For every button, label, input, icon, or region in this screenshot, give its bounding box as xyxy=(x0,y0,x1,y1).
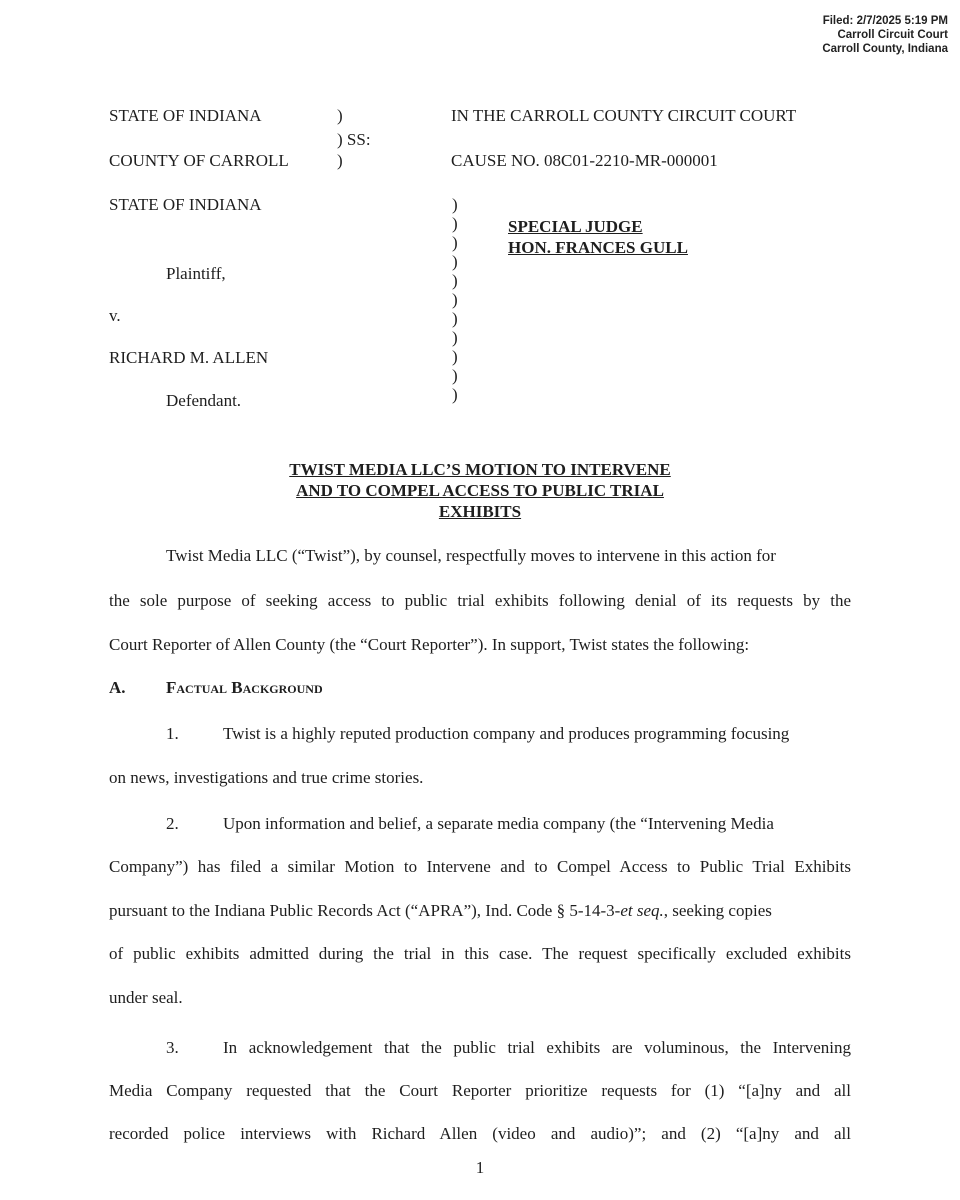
defendant-name: RICHARD M. ALLEN xyxy=(109,348,269,367)
intro-line: Court Reporter of Allen County (the “Court Reporter”). In support, Twist states the following: xyxy=(109,635,750,654)
intro-line: the sole purpose of seeking access to public trial exhibits following denial of its requests by the xyxy=(109,591,851,610)
section-heading: Factual Background xyxy=(166,678,323,697)
page-number: 1 xyxy=(475,1158,485,1177)
venue-county: COUNTY OF CARROLL xyxy=(109,151,289,170)
special-judge-name: HON. FRANCES GULL xyxy=(508,238,688,257)
venue-state: STATE OF INDIANA xyxy=(109,106,262,125)
filing-stamp-date: Filed: 2/7/2025 5:19 PM xyxy=(822,15,948,27)
paragraph-line: on news, investigations and true crime stories. xyxy=(109,768,424,787)
filing-stamp-county: Carroll County, Indiana xyxy=(822,43,948,55)
motion-title-line-3: EXHIBITS xyxy=(438,502,522,521)
venue-paren: ) xyxy=(337,106,343,125)
caption-parentheses: ) ) ) ) ) ) ) ) ) ) ) xyxy=(452,195,458,404)
section-letter: A. xyxy=(109,678,126,697)
versus: v. xyxy=(109,306,121,325)
paragraph-number: 1. xyxy=(166,724,179,743)
paragraph-line: Media Company requested that the Court Reporter prioritize requests for (1) “[a]ny and all xyxy=(109,1081,851,1100)
cause-number: CAUSE NO. 08C01-2210-MR-000001 xyxy=(451,151,718,170)
paragraph-number: 2. xyxy=(166,814,179,833)
intro-line: Twist Media LLC (“Twist”), by counsel, respectfully moves to intervene in this action for xyxy=(166,546,776,565)
venue-paren: ) xyxy=(337,151,343,170)
venue-ss: ) SS: xyxy=(337,130,371,149)
paragraph-line: Company”) has filed a similar Motion to Intervene and to Compel Access to Public Trial Exhibits xyxy=(109,857,851,876)
paragraph-number: 3. xyxy=(166,1038,179,1057)
paragraph-line: of public exhibits admitted during the trial in this case. The request specifically excluded exhibits xyxy=(109,944,851,963)
motion-title-line-2: AND TO COMPEL ACCESS TO PUBLIC TRIAL xyxy=(296,481,664,500)
defendant-role: Defendant. xyxy=(166,391,242,410)
plaintiff-role: Plaintiff, xyxy=(166,264,226,283)
paragraph-line: Twist is a highly reputed production company and produces programming focusing xyxy=(223,724,790,743)
court-name: IN THE CARROLL COUNTY CIRCUIT COURT xyxy=(451,106,797,125)
paragraph-line: recorded police interviews with Richard Allen (video and audio)”; and (2) “[a]ny and all xyxy=(109,1124,851,1143)
filing-stamp-court: Carroll Circuit Court xyxy=(837,29,948,41)
paragraph-line: under seal. xyxy=(109,988,183,1007)
paragraph-line: In acknowledgement that the public trial exhibits are voluminous, the Intervening xyxy=(223,1038,851,1057)
special-judge-label: SPECIAL JUDGE xyxy=(508,217,643,236)
motion-title-line-1: TWIST MEDIA LLC’S MOTION TO INTERVENE xyxy=(289,460,671,479)
paragraph-line: Upon information and belief, a separate media company (the “Intervening Media xyxy=(223,814,774,833)
paragraph-line: pursuant to the Indiana Public Records Act (“APRA”), Ind. Code § 5-14-3-et seq., seeking copies xyxy=(109,901,772,920)
plaintiff-name: STATE OF INDIANA xyxy=(109,195,262,214)
filing-stamp xyxy=(822,14,948,56)
